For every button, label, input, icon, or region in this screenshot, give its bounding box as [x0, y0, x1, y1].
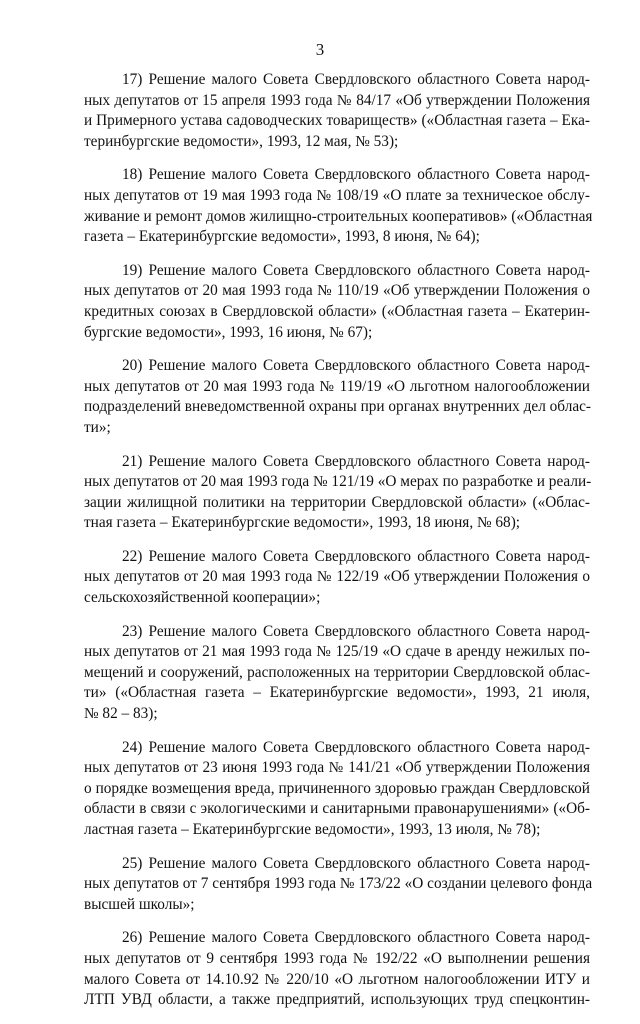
list-item — [84, 928, 590, 1010]
paragraph-line: 17) Решение малого Совета Свердловского областного Совета народ- — [122, 71, 590, 88]
paragraph-line: и Примерного устава садоводческих товариществ» («Областная газета – Ека- — [84, 112, 590, 130]
paragraph-line: зации жилищной политики на территории Свердловской области» («Облас- — [84, 493, 590, 511]
paragraph-line: № 82 – 83); — [84, 705, 158, 723]
paragraph-line: 22) Решение малого Совета Свердловского областного Совета народ- — [122, 547, 590, 565]
paragraph-line: ных депутатов от 20 мая 1993 года № 121/19 «О мерах по разработке и реали- — [84, 473, 592, 491]
paragraph-line: ных депутатов от 7 сентября 1993 года № 173/22 «О создании целевого фонда — [84, 875, 593, 893]
paragraph-line: мещений и сооружений, расположенных на территории Свердловской облас- — [84, 663, 590, 681]
list-item — [84, 70, 590, 152]
paragraph-line: ЛТП УВД области, а также предприятий, использующих труд спецконтин- — [84, 991, 590, 1009]
paragraph-line: ных депутатов от 20 мая 1993 года № 119/19 «О льготном налогообложении — [84, 377, 590, 395]
paragraph-line: ластная газета – Екатеринбургские ведомости», 1993, 13 июля, № 78); — [84, 821, 541, 838]
list-item — [84, 356, 590, 438]
list-item — [84, 854, 593, 916]
page-number: 3 — [315, 40, 325, 59]
paragraph-line: кредитных союзах в Свердловской области» («Областная газета – Екатерин- — [84, 302, 590, 320]
paragraph-line: ных депутатов от 15 апреля 1993 года № 84/17 «Об утверждении Положения — [84, 91, 590, 109]
list-item — [84, 738, 590, 841]
list-item — [84, 547, 590, 609]
paragraph-line: ных депутатов от 20 мая 1993 года № 110/19 «Об утверждении Положения о — [84, 282, 590, 300]
paragraph-line: 20) Решение малого Совета Свердловского областного Совета народ- — [122, 357, 590, 375]
list-item — [84, 165, 593, 247]
paragraph-line: 25) Решение малого Совета Свердловского областного Совета народ- — [122, 854, 590, 872]
paragraph-line: 23) Решение малого Совета Свердловского областного Совета народ- — [122, 622, 590, 640]
document-body — [84, 70, 593, 1024]
paragraph-line: подразделений вневедомственной охраны при органах внутренних дел облас- — [84, 398, 592, 416]
paragraph-line: области в связи с экологическими и санитарными правонарушениями» («Об- — [84, 800, 590, 818]
paragraph-line: ных депутатов от 19 мая 1993 года № 108/19 «О плате за техническое обслу- — [84, 186, 590, 204]
paragraph-line: ти»; — [84, 418, 111, 436]
paragraph-line: о порядке возмещения вреда, причиненного здоровью граждан Свердловской — [84, 779, 590, 797]
paragraph-line: ти» («Областная газета – Екатеринбургские ведомости», 1993, 21 июля, — [84, 684, 590, 702]
paragraph-line: 21) Решение малого Совета Свердловского областного Совета народ- — [122, 452, 590, 470]
paragraph-line: ных депутатов от 23 июня 1993 года № 141/21 «Об утверждении Положения — [84, 759, 590, 777]
paragraph-line: теринбургские ведомости», 1993, 12 мая, № 53); — [84, 132, 399, 150]
paragraph-line: ных депутатов от 20 мая 1993 года № 122/19 «Об утверждении Положения о — [84, 568, 590, 586]
paragraph-line: 18) Решение малого Совета Свердловского областного Совета народ- — [122, 166, 590, 184]
paragraph-line: тная газета – Екатеринбургские ведомости», 1993, 18 июня, № 68); — [84, 514, 521, 532]
paragraph-line: газета – Екатеринбургские ведомости», 1993, 8 июня, № 64); — [84, 228, 480, 246]
paragraph-line: ных депутатов от 9 сентября 1993 года № 192/22 «О выполнении решения — [84, 949, 590, 967]
paragraph-line: 24) Решение малого Совета Свердловского областного Совета народ- — [122, 738, 590, 756]
paragraph-line: 26) Решение малого Совета Свердловского областного Совета народ- — [122, 929, 590, 947]
paragraph-line: 19) Решение малого Совета Свердловского областного Совета народ- — [122, 261, 590, 279]
list-item — [84, 261, 590, 343]
paragraph-line: сельскохозяйственной кооперации»; — [84, 589, 321, 607]
paragraph-line: живание и ремонт домов жилищно-строительных кооперативов» («Областная — [84, 207, 593, 225]
paragraph-line: бургские ведомости», 1993, 16 июня, № 67); — [84, 323, 373, 341]
paragraph-line: ных депутатов от 21 мая 1993 года № 125/19 «О сдаче в аренду нежилых по- — [84, 643, 590, 661]
list-item — [84, 622, 590, 725]
paragraph-line: высшей школы»; — [84, 895, 195, 913]
paragraph-line: малого Совета от 14.10.92 № 220/10 «О льготном налогообложении ИТУ и — [84, 970, 590, 988]
list-item — [84, 452, 590, 534]
